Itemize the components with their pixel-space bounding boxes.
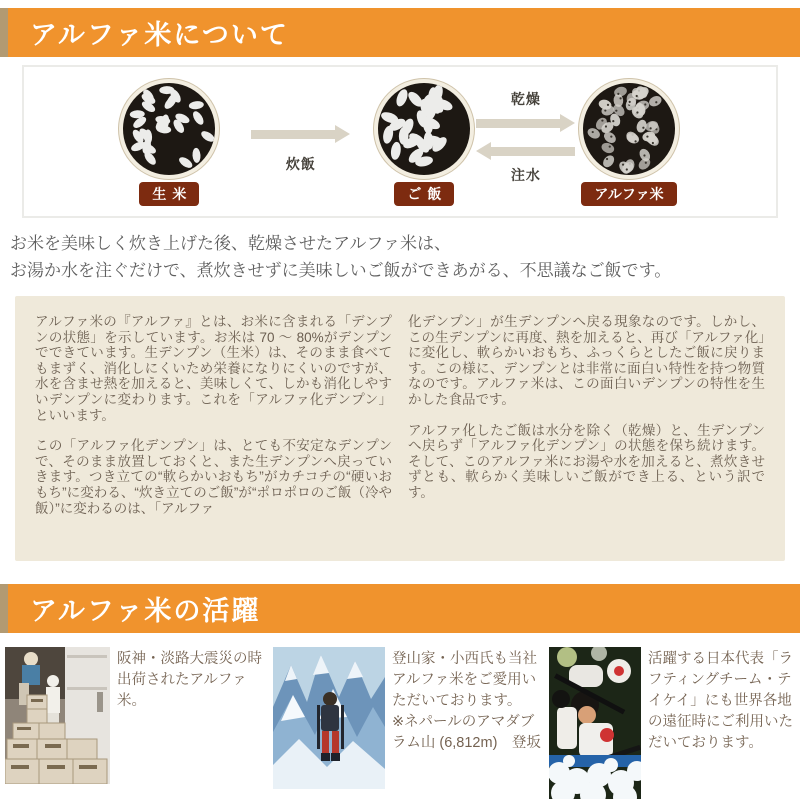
explanation-paragraph: アルファ米の『アルファ』とは、お米に含まれる「デンプンの状態」を示しています。お米は 70 ～ 80%がデンプンでできています。生デンプン（生米）は、そのまま食べてもまずく、消化しにくいため栄養になりにくいのですが、水を含ませ熱を加えると、美味しくて、しかも消化しやすいデンプンに変わります。これを「アルファ化デンプン」といいます。 [35, 314, 392, 423]
dry-arrow-label: 乾燥 [510, 91, 541, 107]
intro-line-1: お米を美味しく炊き上げた後、乾燥させたアルファ米は、 [10, 234, 451, 253]
dry-water-arrow-group [476, 89, 575, 185]
usage-caption-note: ※ネパールのアマダブラム山 (6,812m) 登坂 [392, 714, 541, 751]
right-arrow-icon [476, 114, 575, 132]
rafting-photo [549, 647, 641, 799]
about-section-title: アルファ米について [30, 20, 289, 50]
explanation-left-column [35, 314, 392, 561]
explanation-paragraph: アルファ化したご飯は水分を除く（乾燥）と、生デンプンへ戻らず「アルファ化デンプン」の状態を保ち続けます。そして、このアルファ米にお湯や水を加えると、煮炊きせずとも、軟らかく美味しいご飯ができ上る、という訳です。 [408, 422, 765, 500]
right-arrow-icon [251, 125, 350, 143]
cooked-rice-label: ご飯 [394, 182, 454, 206]
header-accent-bar [0, 584, 8, 633]
earthquake-relief-photo [5, 647, 110, 784]
raw-rice-label: 生米 [139, 182, 199, 206]
alpha-rice-label: アルファ米 [581, 182, 676, 206]
rice-process-diagram [22, 65, 778, 218]
alpha-rice-photo [583, 83, 675, 175]
stage-cooked-rice [378, 83, 470, 206]
cook-arrow-label: 炊飯 [285, 156, 316, 172]
usage-caption [117, 647, 266, 799]
explanation-paragraph: この「アルファ化デンプン」は、とても不安定なデンプンで、そのまま放置しておくと、また生デンプンへ戻っていきます。つき立ての“軟らかいおもち”がカチコチの“硬いおもち”に変わる、“炊き立てのご飯”が“ポロポロのご飯（冷や飯）”に変わるのは、「アルファ [35, 438, 392, 516]
explanation-panel [15, 296, 785, 561]
header-accent-bar [0, 8, 8, 57]
intro-text [10, 230, 790, 284]
usage-caption [648, 647, 800, 799]
stage-raw-rice [123, 83, 215, 206]
usage-section-title: アルファ米の活躍 [30, 596, 261, 626]
usage-examples-row [5, 647, 800, 799]
usage-section-header [0, 584, 800, 633]
water-arrow-label: 注水 [510, 167, 541, 183]
raw-rice-photo [123, 83, 215, 175]
cooked-rice-photo [378, 83, 470, 175]
mountaineering-photo [273, 647, 385, 789]
usage-caption [392, 647, 542, 799]
usage-caption-text: 阪神・淡路大震災の時出荷されたアルファ米。 [117, 651, 262, 709]
usage-caption-text: 登山家・小西氏も当社アルファ米をご愛用いただいております。 [392, 651, 537, 709]
intro-line-2: お湯か水を注ぐだけで、煮炊きせずに美味しいご飯ができあがる、不思議なご飯です。 [10, 261, 672, 280]
header-orange-bar [8, 584, 800, 633]
explanation-paragraph: 化デンプン」が生デンプンへ戻る現象なのです。しかし、この生デンプンに再度、熱を加えると、再び「アルファ化」に変化し、軟らかいおもち、ふっくらとしたご飯に戻ります。この様に、デンプンとは非常に面白い特性を持つ物質なのです。アルファ米は、この面白いデンプンの特性を生かした食品です。 [408, 314, 765, 407]
about-section-header [0, 8, 800, 57]
stage-alpha-rice [581, 83, 676, 206]
left-arrow-icon [476, 142, 575, 160]
usage-caption-text: 活躍する日本代表「ラフティングチーム・テイケイ」にも世界各地の遠征時にご利用いただいております。 [648, 651, 793, 751]
cook-arrow-group [251, 125, 350, 174]
header-orange-bar [8, 8, 800, 57]
explanation-right-column [408, 314, 765, 561]
